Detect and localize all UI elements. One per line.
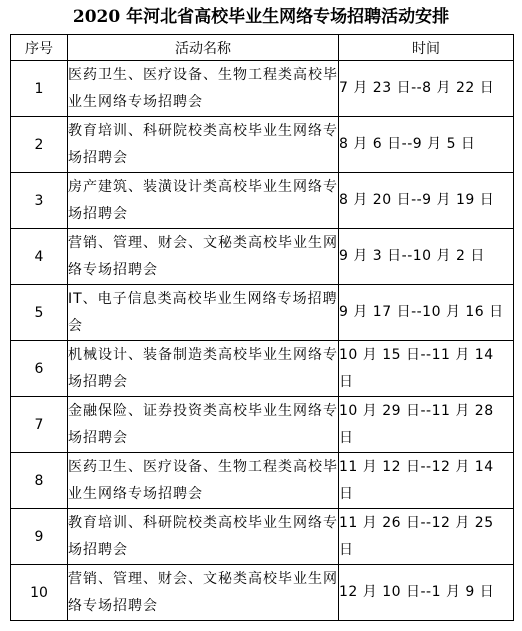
activity-name: 金融保险、证券投资类高校毕业生网络专场招聘会 bbox=[68, 397, 339, 453]
table-row bbox=[11, 341, 514, 397]
activity-name: 医药卫生、医疗设备、生物工程类高校毕业生网络专场招聘会 bbox=[68, 61, 339, 117]
activity-time: 10 月 29 日--11 月 28 日 bbox=[339, 397, 514, 453]
header-activity-name: 活动名称 bbox=[68, 35, 339, 61]
row-number: 4 bbox=[11, 229, 68, 285]
activity-name: 教育培训、科研院校类高校毕业生网络专场招聘会 bbox=[68, 117, 339, 173]
activity-name: 营销、管理、财会、文秘类高校毕业生网络专场招聘会 bbox=[68, 229, 339, 285]
header-number: 序号 bbox=[11, 35, 68, 61]
table-row bbox=[11, 61, 514, 117]
table-row bbox=[11, 509, 514, 565]
activity-time: 8 月 6 日--9 月 5 日 bbox=[339, 117, 514, 173]
activity-name: 营销、管理、财会、文秘类高校毕业生网络专场招聘会 bbox=[68, 565, 339, 621]
table-row bbox=[11, 117, 514, 173]
activity-name: 机械设计、装备制造类高校毕业生网络专场招聘会 bbox=[68, 341, 339, 397]
activity-name: 医药卫生、医疗设备、生物工程类高校毕业生网络专场招聘会 bbox=[68, 453, 339, 509]
table-row bbox=[11, 173, 514, 229]
row-number: 10 bbox=[11, 565, 68, 621]
table-row bbox=[11, 285, 514, 341]
table-row bbox=[11, 565, 514, 621]
activity-time: 10 月 15 日--11 月 14 日 bbox=[339, 341, 514, 397]
row-number: 9 bbox=[11, 509, 68, 565]
row-number: 7 bbox=[11, 397, 68, 453]
activity-time: 7 月 23 日--8 月 22 日 bbox=[339, 61, 514, 117]
activity-name: 教育培训、科研院校类高校毕业生网络专场招聘会 bbox=[68, 509, 339, 565]
activity-time: 11 月 12 日--12 月 14 日 bbox=[339, 453, 514, 509]
activity-time: 8 月 20 日--9 月 19 日 bbox=[339, 173, 514, 229]
table-header-row bbox=[11, 35, 514, 61]
table-row bbox=[11, 453, 514, 509]
activity-time: 11 月 26 日--12 月 25 日 bbox=[339, 509, 514, 565]
table-row bbox=[11, 397, 514, 453]
row-number: 1 bbox=[11, 61, 68, 117]
activity-name: IT、电子信息类高校毕业生网络专场招聘会 bbox=[68, 285, 339, 341]
activity-time: 12 月 10 日--1 月 9 日 bbox=[339, 565, 514, 621]
header-time: 时间 bbox=[339, 35, 514, 61]
row-number: 3 bbox=[11, 173, 68, 229]
page-title: 2020 年河北省高校毕业生网络专场招聘活动安排 bbox=[72, 7, 450, 27]
activity-name: 房产建筑、装潢设计类高校毕业生网络专场招聘会 bbox=[68, 173, 339, 229]
row-number: 8 bbox=[11, 453, 68, 509]
schedule-table bbox=[10, 34, 514, 621]
activity-time: 9 月 17 日--10 月 16 日 bbox=[339, 285, 514, 341]
row-number: 6 bbox=[11, 341, 68, 397]
table-row bbox=[11, 229, 514, 285]
activity-time: 9 月 3 日--10 月 2 日 bbox=[339, 229, 514, 285]
row-number: 5 bbox=[11, 285, 68, 341]
row-number: 2 bbox=[11, 117, 68, 173]
